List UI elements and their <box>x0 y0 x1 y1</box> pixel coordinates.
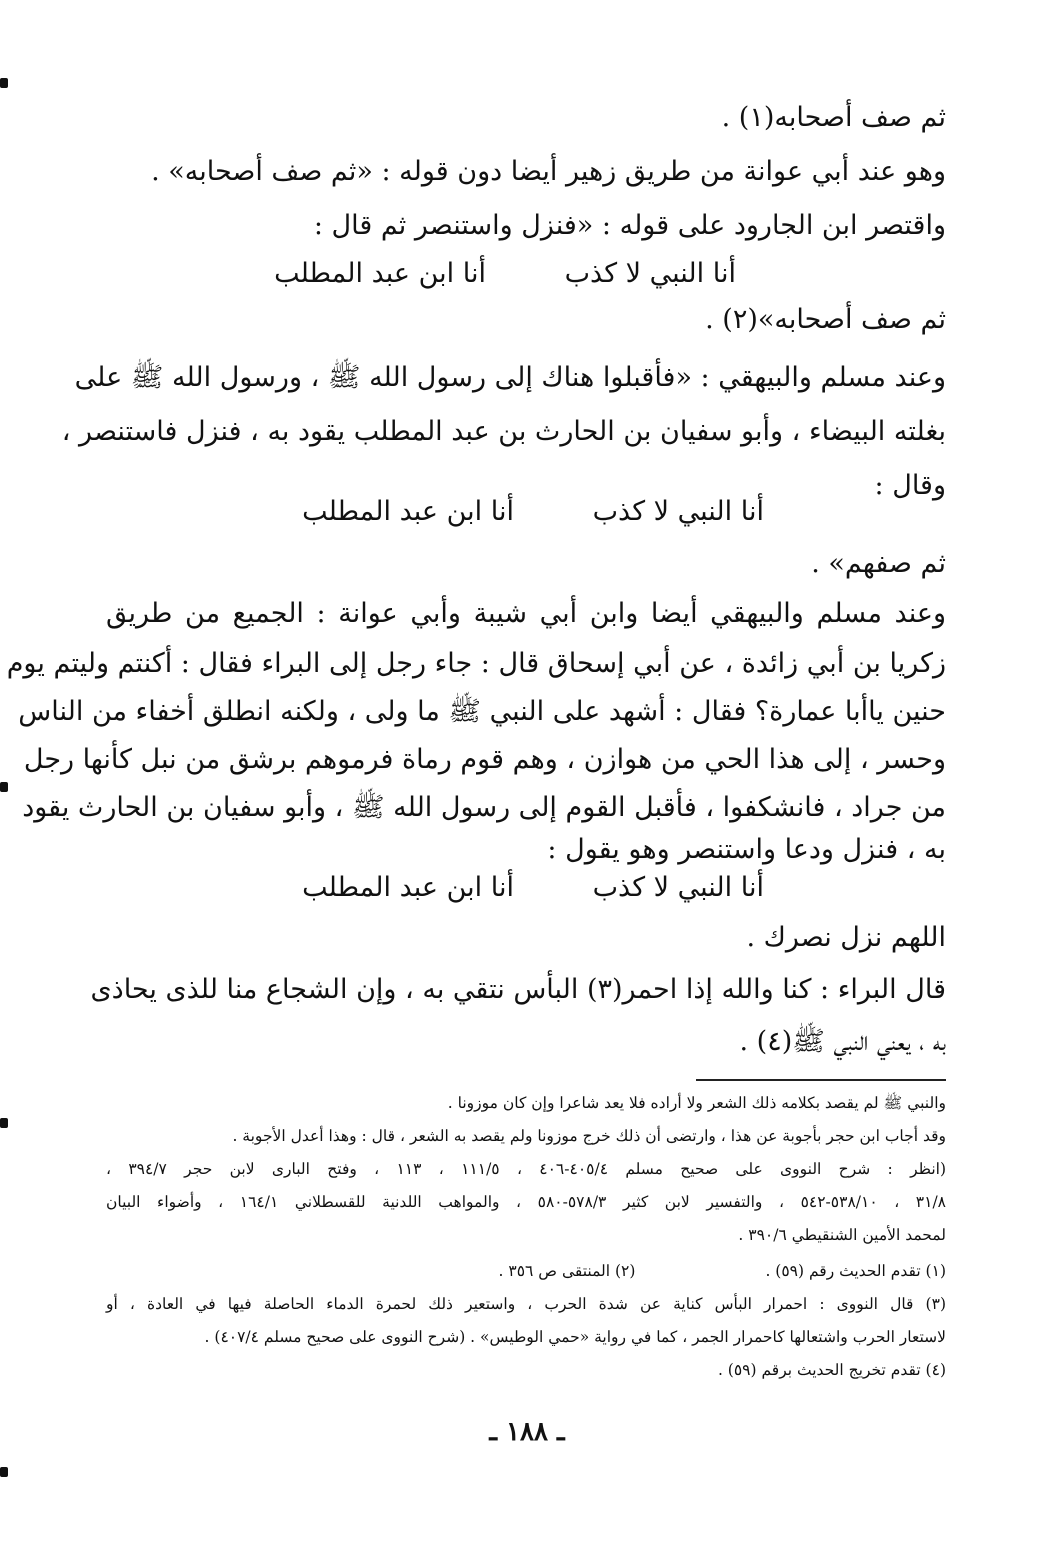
body-line: زكريا بن أبي زائدة ، عن أبي إسحاق قال : جاء رجل إلى البراء فقال : أكنتم وليتم يوم <box>6 648 946 679</box>
body-line: ثم صفهم» . <box>811 548 946 579</box>
body-line: بغلته البيضاء ، وأبو سفيان بن الحارث بن عبد المطلب يقود به ، فنزل فاستنصر ، <box>61 416 946 447</box>
verse-hemistich-left: أنا ابن عبد المطلب <box>302 496 514 527</box>
scan-edge-mark <box>0 1467 8 1477</box>
footnote-line: وقد أجاب ابن حجر بأجوبة عن هذا ، وارتضى أن ذلك خرج موزونا ولم يقصد به الشعر ، قال : وهذا أعدل الأجوبة . <box>232 1127 946 1145</box>
scan-edge-mark <box>0 1118 8 1128</box>
footnote-row <box>106 1258 946 1284</box>
verse-hemistich-left: أنا ابن عبد المطلب <box>274 258 486 289</box>
footnote-2: (٢) المنتقى ص ٣٥٦ . <box>498 1262 636 1280</box>
page-number: ـ ١٨٨ ـ <box>489 1417 565 1447</box>
body-line: قال البراء : كنا والله إذا احمر(٣) البأس نتقي به ، وإن الشجاع منا للذى يحاذى <box>90 974 946 1005</box>
body-line: ثم صف أصحابه(١) . <box>721 102 946 133</box>
body-line: وقال : <box>874 470 946 501</box>
footnote-4: (٤) تقدم تخريج الحديث برقم (٥٩) . <box>717 1361 946 1379</box>
footnote-3: (٣) قال النووى : احمرار البأس كناية عن شدة الحرب ، واستعير ذلك لحمرة الدماء الحاصلة فيها في العادة ، أو <box>106 1295 946 1313</box>
body-line: وعند مسلم والبيهقي أيضا وابن أبي شيبة وأبي عوانة : الجميع من طريق <box>106 598 946 629</box>
body-line: من جراد ، فانشكفوا ، فأقبل القوم إلى رسول الله ﷺ ، وأبو سفيان بن الحارث يقود <box>22 792 946 823</box>
footnote-1: (١) تقدم الحديث رقم (٥٩) . <box>765 1262 946 1280</box>
body-line: وهو عند أبي عوانة من طريق زهير أيضا دون قوله : «ثم صف أصحابه» . <box>151 156 946 187</box>
body-line: وعند مسلم والبيهقي : «فأقبلوا هناك إلى رسول الله ﷺ ، ورسول الله ﷺ على <box>74 362 946 393</box>
verse-hemistich-right: أنا النبي لا كذب <box>592 496 764 527</box>
footnote-3-continued: لاستعار الحرب واشتعالها كاحمرار الجمر ، كما في رواية «حمي الوطيس» . (شرح النووى على صحيح مسلم ٤٠٧/٤) . <box>204 1328 946 1346</box>
footnote-line: والنبي ﷺ لم يقصد بكلامه ذلك الشعر ولا أراده فلا يعد شاعرا وإن كان موزونا . <box>447 1094 946 1112</box>
footnote-line: لمحمد الأمين الشنقيطي ٣٩٠/٦ . <box>738 1226 946 1244</box>
scan-edge-mark <box>0 78 8 88</box>
scan-edge-mark <box>0 782 8 792</box>
verse-hemistich-left: أنا ابن عبد المطلب <box>302 872 514 903</box>
footnote-line: ٣١/٨ ، ٥٣٨/١٠-٥٤٢ ، والتفسير لابن كثير ٥٧٨/٣-٥٨٠ ، والمواهب اللدنية للقسطلاني ١٦٤/١ ، وأضواء البيان <box>106 1193 946 1211</box>
verse-hemistich-right: أنا النبي لا كذب <box>564 258 736 289</box>
body-line: حنين ياأبا عمارة؟ فقال : أشهد على النبي ﷺ ما ولى ، ولكنه انطلق أخفاء من الناس <box>18 696 946 727</box>
footnote-separator <box>696 1079 946 1081</box>
body-line: واقتصر ابن الجارود على قوله : «فنزل واستنصر ثم قال : <box>313 210 946 241</box>
body-line: به ، فنزل ودعا واستنصر وهو يقول : <box>547 834 946 865</box>
body-line: ثم صف أصحابه»(٢) . <box>705 304 946 335</box>
body-line: اللهم نزل نصرك . <box>746 922 946 953</box>
body-line: وحسر ، إلى هذا الحي من هوازن ، وهم قوم رماة فرموهم برشق من نبل كأنها رجل <box>23 744 946 775</box>
footnote-line: (انظر : شرح النووى على صحيح مسلم ٤٠٥/٤-٤٠٦ ، ١١١/٥ ، ١١٣ ، وفتح البارى لابن حجر ٣٩٤/٧ ، <box>106 1160 947 1178</box>
body-line: به ، يعني النبي ﷺ(٤) . <box>739 1026 946 1057</box>
verse-hemistich-right: أنا النبي لا كذب <box>592 872 764 903</box>
